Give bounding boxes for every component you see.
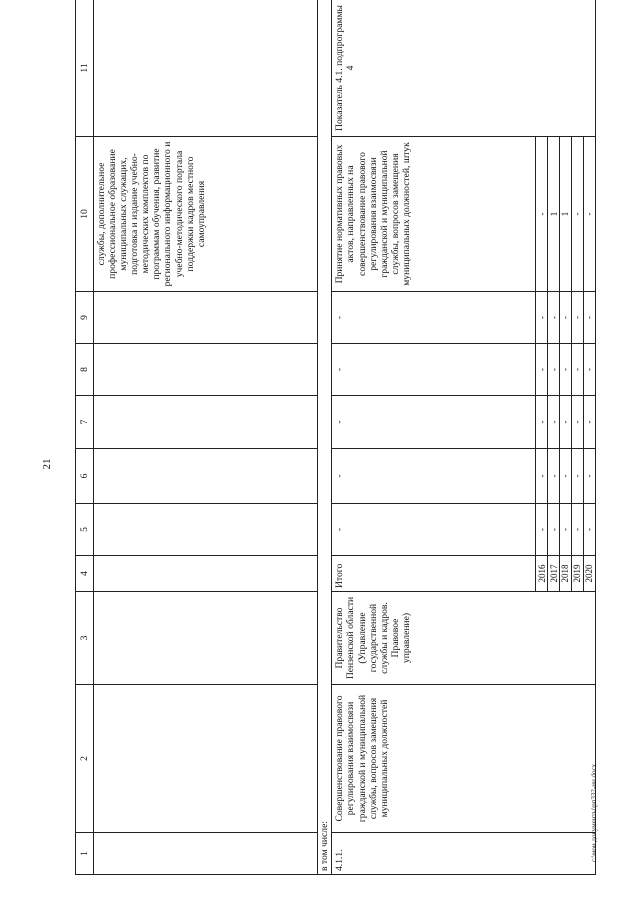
- year-row-2018: [560, 0, 572, 875]
- year-cell: -: [572, 504, 584, 556]
- total-c5: -: [332, 504, 536, 556]
- col-header-3: 3: [76, 592, 94, 685]
- year-cell: -: [584, 344, 596, 396]
- year-cell: -: [536, 396, 548, 449]
- header-row: [76, 0, 94, 875]
- year-cell: -: [572, 449, 584, 504]
- total-c9: -: [332, 292, 536, 344]
- row-number: 4.1.1.: [332, 833, 536, 875]
- col-header-11: 11: [76, 0, 94, 137]
- year-cell: 1: [560, 137, 572, 292]
- year-cell: -: [548, 504, 560, 556]
- total-c7: -: [332, 396, 536, 449]
- col-header-1: 1: [76, 833, 94, 875]
- page-number: 21: [41, 458, 53, 470]
- year-cell: -: [536, 504, 548, 556]
- measure-name: Совершенствование правового регулирования взаимосвязи гражданской и муниципальной службы, вопросов замещения муниципальных должностей: [332, 685, 536, 833]
- year-row-2017: [548, 0, 560, 875]
- year-cell: -: [560, 292, 572, 344]
- col-header-8: 8: [76, 344, 94, 396]
- year-cell: -: [584, 137, 596, 292]
- year-cell: -: [584, 504, 596, 556]
- table-row-4-1-1: [332, 0, 536, 875]
- col-header-7: 7: [76, 396, 94, 449]
- col-header-6: 6: [76, 449, 94, 504]
- year-cell: -: [584, 292, 596, 344]
- year-cell: -: [572, 344, 584, 396]
- program-table: [75, 0, 596, 875]
- program-table-rotated: [75, 5, 596, 875]
- year-cell: -: [560, 504, 572, 556]
- year-cell: -: [560, 396, 572, 449]
- year-row-2020: [584, 0, 596, 875]
- total-c6: -: [332, 449, 536, 504]
- year-label: 2017: [548, 556, 560, 592]
- table-row-previous: [93, 0, 317, 875]
- indicator-reference: Показатель 4.1. подпрограммы 4: [332, 0, 536, 137]
- year-cell: -: [536, 137, 548, 292]
- col-header-4: 4: [76, 556, 94, 592]
- indicator-description: Принятие нормативных правовых актов, направленных на совершенствование правового регулирования взаимосвязи гражданской и муниципальной службы, вопросов замещения муниципальных должностей, штук: [332, 137, 536, 292]
- year-cell: -: [548, 292, 560, 344]
- year-row-2019: [572, 0, 584, 875]
- year-cell: -: [536, 292, 548, 344]
- total-c8: -: [332, 344, 536, 396]
- footer-file-path: с:\мои документы\рп332-ин.docx: [590, 763, 598, 862]
- year-label: 2018: [560, 556, 572, 592]
- total-label: Итого: [332, 556, 536, 592]
- col-header-5: 5: [76, 504, 94, 556]
- year-cell: 1: [548, 137, 560, 292]
- year-cell: -: [584, 449, 596, 504]
- year-cell: -: [572, 137, 584, 292]
- year-cell: -: [560, 344, 572, 396]
- year-cell: -: [572, 396, 584, 449]
- col-header-9: 9: [76, 292, 94, 344]
- executor-name: Правительство Пензенской области (Управление государственной службы и кадров. Правовое управление): [332, 592, 536, 685]
- year-cell: -: [548, 449, 560, 504]
- year-label: 2020: [584, 556, 596, 592]
- col-header-2: 2: [76, 685, 94, 833]
- year-label: 2019: [572, 556, 584, 592]
- intro-text: в том числе:: [317, 0, 332, 875]
- year-cell: -: [536, 449, 548, 504]
- year-cell: -: [560, 449, 572, 504]
- year-cell: -: [548, 344, 560, 396]
- year-row-2016: [536, 0, 548, 875]
- prev-row-description: службы, дополнительное профессиональное образование муниципальных служащих, подготовка и издание учебно-методических комплектов по программам обучения, развитие регионального информационного и учебно-методического портала поддержки кадров местного самоуправления: [93, 137, 317, 292]
- intro-row: [317, 0, 332, 875]
- year-cell: -: [584, 396, 596, 449]
- year-label: 2016: [536, 556, 548, 592]
- col-header-10: 10: [76, 137, 94, 292]
- year-cell: -: [536, 344, 548, 396]
- year-cell: -: [548, 396, 560, 449]
- year-cell: -: [572, 292, 584, 344]
